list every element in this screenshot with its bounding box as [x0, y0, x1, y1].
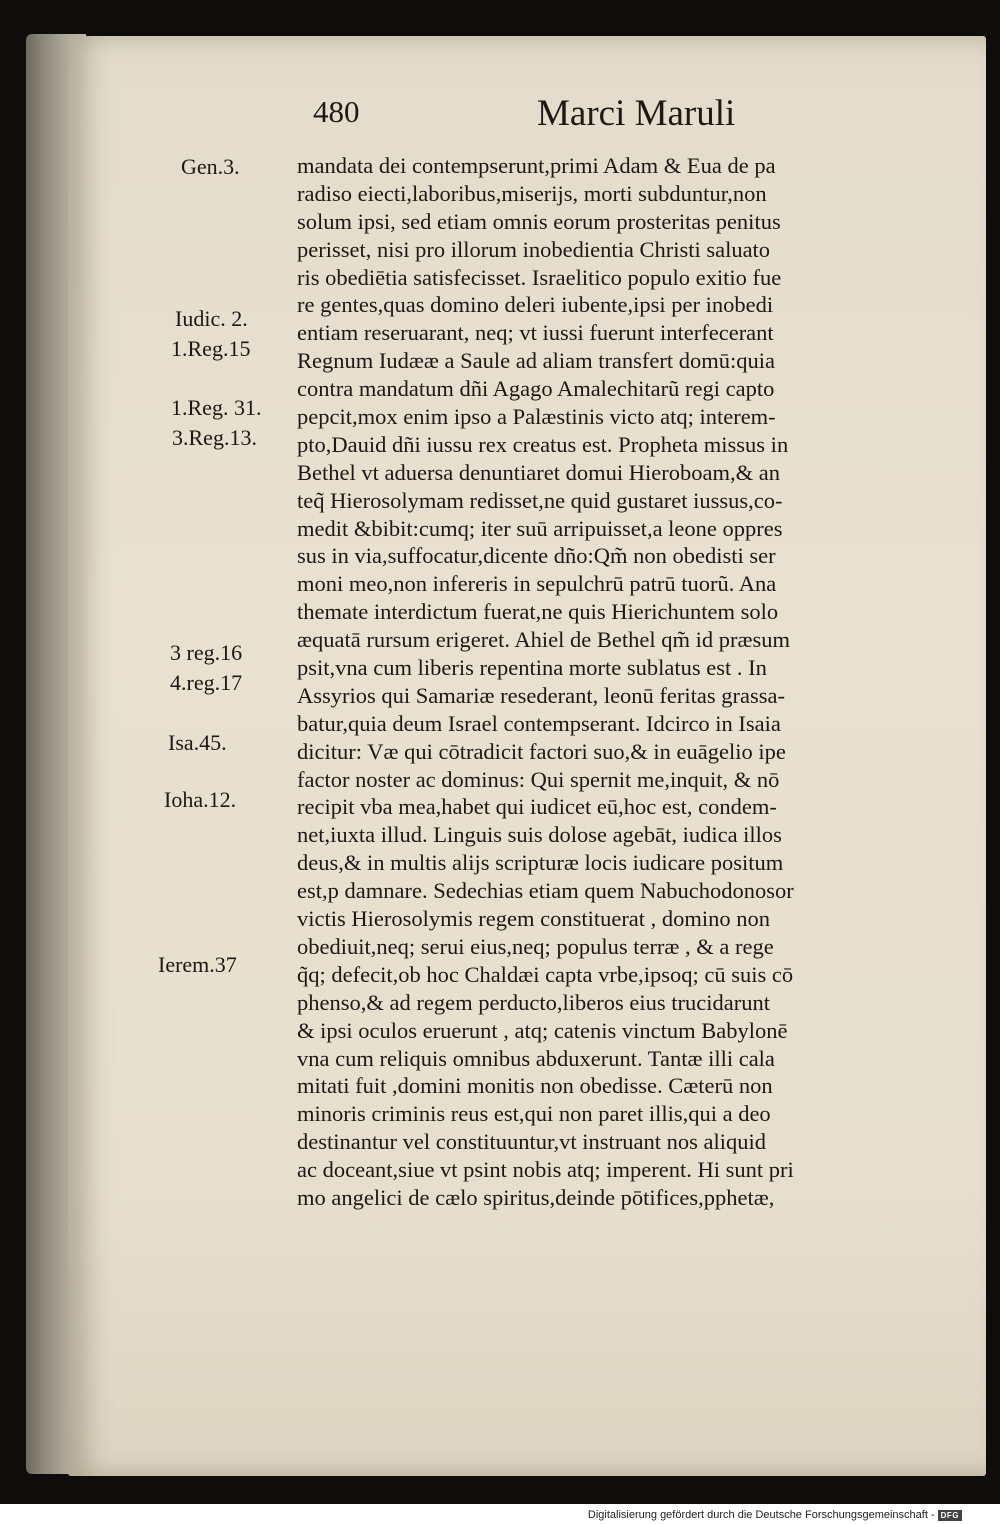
dfg-logo: DFG: [938, 1510, 962, 1521]
text-line: ac doceant,siue vt psint nobis atq; imperent. Hi sunt pri: [297, 1157, 794, 1183]
text-line: re gentes,quas domino deleri iubente,ipsi per inobedi: [297, 292, 774, 318]
marginal-note: Ierem.37: [158, 952, 237, 977]
text-line: psit,vna cum liberis repentina morte sublatus est . In: [297, 655, 767, 681]
text-line: mo angelici de cælo spiritus,deinde pōtifices,pphetæ,: [297, 1184, 775, 1210]
text-line: sus in via,suffocatur,dicente dño:Qm̃ non obedisti ser: [297, 543, 776, 569]
text-line: medit &bibit:cumq; iter suū arripuisset,a leone oppres: [297, 515, 783, 541]
text-line: pto,Dauid dñi iussu rex creatus est. Propheta missus in: [297, 431, 789, 457]
marginal-note: 1.Reg.15: [171, 336, 251, 361]
text-line: ris obediētia satisfecisset. Israelitico populo exitio fue: [297, 264, 782, 290]
text-line: factor noster ac dominus: Qui spernit me,inquit, & nō: [297, 766, 780, 792]
text-line: radiso eiecti,laboribus,miserijs, morti subduntur,non: [297, 180, 767, 206]
text-line: themate interdictum fuerat,ne quis Hierichuntem solo: [297, 599, 779, 625]
text-line: dicitur: Væ qui cōtradicit factori suo,& in euāgelio ipe: [297, 738, 786, 764]
text-line: pepcit,mox enim ipso a Palæstinis victo atq; interem-: [297, 404, 776, 430]
marginal-note: Iudic. 2.: [175, 306, 248, 331]
text-line: moni meo,non infereris in sepulchrū patrū tuorũ. Ana: [297, 571, 777, 597]
text-line: est,p damnare. Sedechias etiam quem Nabuchodonosor: [297, 878, 794, 904]
text-line: mandata dei contempserunt,primi Adam & Eua de pa: [297, 153, 776, 178]
text-line: deus,& in multis alijs scripturæ locis iudicare positum: [297, 850, 784, 876]
text-line: Bethel vt aduersa denuntiaret domui Hieroboam,& an: [297, 459, 780, 485]
text-line: æquatā rursum erigeret. Ahiel de Bethel qm̃ id præsum: [297, 627, 791, 653]
main-text-block: [297, 152, 952, 1212]
text-line: destinantur vel constituuntur,vt instruant nos aliquid: [297, 1129, 767, 1155]
text-line: recipit vba mea,habet qui iudicet eū,hoc est, condem-: [297, 794, 777, 820]
text-line: Regnum Iudææ a Saule ad aliam transfert domū:quia: [297, 348, 776, 374]
credit-text: Digitalisierung gefördert durch die Deutsche Forschungsgemeinschaft -: [587, 1509, 935, 1521]
text-line: mitati fuit ,domini monitis non obedisse. Cæterū non: [297, 1073, 773, 1099]
page-number: 480: [313, 94, 360, 129]
text-line: victis Hierosolymis regem constituerat , domino non: [297, 906, 771, 932]
text-line: contra mandatum dñi Agago Amalechitarũ regi capto: [297, 376, 775, 402]
marginal-note: Ioha.12.: [164, 787, 237, 812]
text-line: entiam reseruarant, neq; vt iussi fuerunt interfecerant: [297, 320, 774, 346]
text-line: batur,quia deum Israel contempserant. Idcirco in Isaia: [297, 710, 781, 736]
text-line: phenso,& ad regem perducto,liberos eius trucidarunt: [297, 989, 770, 1015]
text-line: obediuit,neq; serui eius,neq; populus terræ , & a rege: [297, 933, 774, 959]
marginal-note: Gen.3.: [181, 154, 240, 179]
marginal-note: Isa.45.: [168, 730, 227, 755]
marginal-note: 4.reg.17: [170, 670, 243, 695]
text-line: solum ipsi, sed etiam omnis eorum prosteritas penitus: [297, 208, 781, 234]
text-line: Assyrios qui Samariæ resederant, leonū feritas grassa-: [297, 682, 785, 708]
text-line: & ipsi oculos eruerunt , atq; catenis vinctum Babylonē: [297, 1017, 788, 1043]
text-line: perisset, nisi pro illorum inobedientia Christi saluato: [297, 236, 771, 262]
text-line: vna cum reliquis omnibus abduxerunt. Tantæ illi cala: [297, 1045, 775, 1071]
text-line: minoris criminis reus est,qui non paret illis,qui a deo: [297, 1101, 771, 1127]
text-line: q̃q; defecit,ob hoc Chaldæi capta vrbe,ipsoq; cū suis cō: [297, 961, 794, 987]
text-line: teq̃ Hierosolymam redisset,ne quid gustaret iussus,co-: [297, 487, 783, 513]
marginal-note: 3 reg.16: [170, 640, 243, 665]
text-line: net,iuxta illud. Linguis suis dolose agebāt, iudica illos: [297, 822, 782, 848]
marginal-note: 1.Reg. 31.: [171, 395, 262, 420]
digitization-credit: [588, 1509, 962, 1521]
running-head: Marci Maruli: [537, 93, 736, 134]
marginal-note: 3.Reg.13.: [172, 425, 257, 450]
